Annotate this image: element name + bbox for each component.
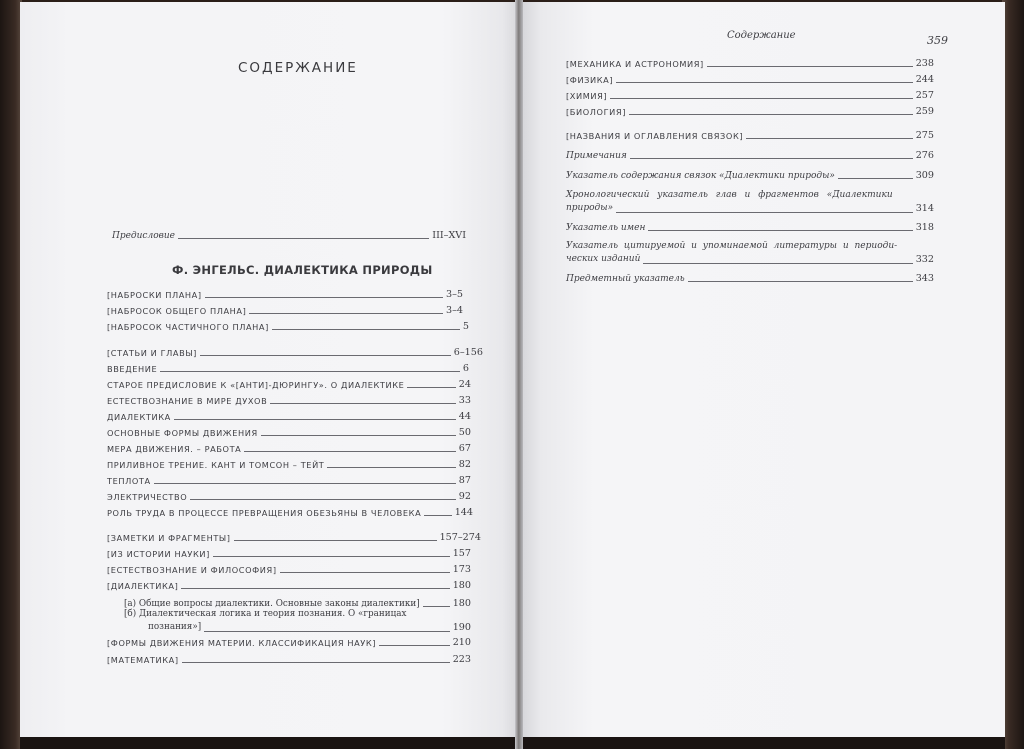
toc-leader xyxy=(200,355,451,356)
toc-entry[interactable] xyxy=(107,321,469,332)
toc-leader xyxy=(154,483,456,484)
toc-entry[interactable] xyxy=(107,564,471,575)
toc-leader xyxy=(181,588,449,589)
toc-entry-page: 244 xyxy=(915,74,934,85)
toc-entry-page: 157–274 xyxy=(439,532,481,543)
toc-entry-title: [НАБРОСКИ ПЛАНА] xyxy=(107,290,202,300)
toc-entry[interactable] xyxy=(566,130,934,141)
toc-entry-title: [МАТЕМАТИКА] xyxy=(107,655,179,665)
toc-entry-page: 6 xyxy=(462,363,469,374)
toc-entry-title: ДИАЛЕКТИКА xyxy=(107,412,171,422)
toc-entry[interactable] xyxy=(107,637,471,648)
toc-entry-title-line1: Хронологический указатель глав и фрагментов «Диалектики xyxy=(566,190,893,200)
toc-leader xyxy=(838,178,913,179)
toc-entry-page: 180 xyxy=(452,598,471,609)
toc-leader xyxy=(270,403,455,404)
toc-entry-page: 92 xyxy=(458,491,471,502)
toc-entry-title: ОСНОВНЫЕ ФОРМЫ ДВИЖЕНИЯ xyxy=(107,428,258,438)
toc-leader xyxy=(610,98,912,99)
toc-leader xyxy=(629,114,913,115)
toc-entry-title: [НАБРОСОК ОБЩЕГО ПЛАНА] xyxy=(107,306,247,316)
toc-entry-notes[interactable] xyxy=(566,150,934,161)
toc-entry-page: 259 xyxy=(915,106,934,117)
book-cover-edge-right xyxy=(1002,0,1024,749)
toc-entry-page: 87 xyxy=(458,475,471,486)
running-head: Содержание xyxy=(727,30,796,41)
toc-entry-page: III–XVI xyxy=(432,230,466,241)
toc-entry[interactable] xyxy=(566,74,934,85)
toc-leader xyxy=(616,212,913,213)
toc-entry-title: МЕРА ДВИЖЕНИЯ. – РАБОТА xyxy=(107,444,242,454)
toc-leader xyxy=(630,158,913,159)
toc-entry-title-line2: природы» xyxy=(566,203,614,213)
toc-leader xyxy=(707,66,913,67)
toc-leader xyxy=(249,313,443,314)
toc-entry-title: ТЕПЛОТА xyxy=(107,476,151,486)
toc-entry-title-line1: Указатель цитируемой и упоминаемой литературы и периоди- xyxy=(566,241,898,251)
toc-entry[interactable] xyxy=(107,379,471,390)
toc-entry-title: ЕСТЕСТВОЗНАНИЕ В МИРЕ ДУХОВ xyxy=(107,396,268,406)
section-title: Ф. ЭНГЕЛЬС. ДИАЛЕКТИКА ПРИРОДЫ xyxy=(172,263,433,277)
toc-entry-page: 50 xyxy=(458,427,471,438)
toc-entry-page: 24 xyxy=(458,379,471,390)
toc-entry-title: [СТАТЬИ И ГЛАВЫ] xyxy=(107,348,197,358)
toc-entry-page: 238 xyxy=(915,58,934,69)
toc-entry-title: [а) Общие вопросы диалектики. Основные законы диалектики] xyxy=(124,599,420,609)
toc-entry-page: 318 xyxy=(915,222,934,233)
toc-entry-page: 144 xyxy=(454,507,473,518)
toc-entry-page: 67 xyxy=(458,443,471,454)
toc-entry-title-line2: познания»] xyxy=(148,622,202,632)
toc-leader xyxy=(204,631,450,632)
book-gutter xyxy=(515,0,523,749)
page-number: 359 xyxy=(927,34,948,47)
toc-entry-title: ПРИЛИВНОЕ ТРЕНИЕ. КАНТ И ТОМСОН – ТЕЙТ xyxy=(107,460,325,470)
toc-entry-subject[interactable] xyxy=(566,273,934,284)
toc-leader xyxy=(688,281,913,282)
book-cover-edge-left xyxy=(0,0,22,749)
toc-entry[interactable] xyxy=(107,347,483,358)
toc-entry-title: [ИЗ ИСТОРИИ НАУКИ] xyxy=(107,549,210,559)
toc-entry-preface[interactable] xyxy=(112,230,466,241)
toc-entry-page: 82 xyxy=(458,459,471,470)
toc-entry-page: 276 xyxy=(915,150,934,161)
toc-entry-page: 180 xyxy=(452,580,471,591)
toc-entry[interactable] xyxy=(566,90,934,101)
toc-leader xyxy=(280,572,450,573)
toc-entry-title: ВВЕДЕНИЕ xyxy=(107,364,158,374)
toc-entry-title-line1: [б) Диалектическая логика и теория познания. О «границах xyxy=(124,609,407,619)
toc-entry-literature[interactable] xyxy=(566,240,934,266)
toc-entry[interactable] xyxy=(566,58,934,69)
toc-entry[interactable] xyxy=(107,289,463,300)
toc-entry-page: 44 xyxy=(458,411,471,422)
toc-entry[interactable] xyxy=(107,580,471,591)
toc-leader xyxy=(272,329,460,330)
contents-heading: СОДЕРЖАНИЕ xyxy=(238,60,358,76)
toc-leader xyxy=(407,387,455,388)
toc-entry-title: [МЕХАНИКА И АСТРОНОМИЯ] xyxy=(566,59,704,69)
toc-leader xyxy=(648,230,912,231)
toc-leader xyxy=(160,371,460,372)
toc-leader xyxy=(327,467,455,468)
toc-entry-page: 314 xyxy=(915,203,934,214)
toc-leader xyxy=(424,515,451,516)
toc-entry-page: 275 xyxy=(915,130,934,141)
toc-entry-page: 309 xyxy=(915,170,934,181)
toc-entry-page: 173 xyxy=(452,564,471,575)
toc-entry-names[interactable] xyxy=(566,222,934,233)
toc-entry-title: [ХИМИЯ] xyxy=(566,91,608,101)
toc-entry[interactable] xyxy=(107,427,471,438)
toc-leader xyxy=(643,263,912,264)
toc-entry-page: 3–5 xyxy=(445,289,463,300)
toc-entry[interactable] xyxy=(107,491,471,502)
toc-entry[interactable] xyxy=(107,411,471,422)
toc-entry[interactable] xyxy=(107,654,471,665)
toc-leader xyxy=(616,82,913,83)
toc-leader xyxy=(423,606,450,607)
toc-leader xyxy=(379,645,450,646)
toc-entry-page: 33 xyxy=(458,395,471,406)
toc-entry-title: [ФИЗИКА] xyxy=(566,75,614,85)
toc-entry-page: 5 xyxy=(462,321,469,332)
toc-leader xyxy=(244,451,455,452)
toc-entry[interactable] xyxy=(107,507,473,518)
toc-entry[interactable] xyxy=(566,106,934,117)
toc-entry-page: 343 xyxy=(915,273,934,284)
toc-entry[interactable] xyxy=(107,443,471,454)
toc-entry-title-line2: ческих изданий xyxy=(566,254,641,264)
toc-leader xyxy=(234,540,437,541)
toc-entry-title: СТАРОЕ ПРЕДИСЛОВИЕ К «[АНТИ]-ДЮРИНГУ». О ДИАЛЕКТИКЕ xyxy=(107,380,405,390)
toc-leader xyxy=(746,138,913,139)
toc-leader xyxy=(261,435,456,436)
toc-entry-title: [ДИАЛЕКТИКА] xyxy=(107,581,179,591)
toc-entry-title: Предисловие xyxy=(112,231,175,241)
toc-entry-page: 157 xyxy=(452,548,471,559)
book-bottom-edge xyxy=(20,735,1005,749)
toc-entry-title: Предметный указатель xyxy=(566,274,685,284)
toc-entry-page: 6–156 xyxy=(453,347,483,358)
toc-entry-title: Примечания xyxy=(566,151,627,161)
toc-entry-title: [ЕСТЕСТВОЗНАНИЕ И ФИЛОСОФИЯ] xyxy=(107,565,277,575)
toc-entry-page: 3–4 xyxy=(445,305,463,316)
toc-entry[interactable] xyxy=(107,363,469,374)
toc-leader xyxy=(205,297,443,298)
toc-entry[interactable] xyxy=(107,459,471,470)
toc-entry-page: 332 xyxy=(915,254,934,265)
toc-entry-title: Указатель содержания связок «Диалектики природы» xyxy=(566,171,835,181)
toc-entry-page: 190 xyxy=(452,622,471,633)
toc-leader xyxy=(178,238,429,239)
toc-entry-chronology[interactable] xyxy=(566,189,934,215)
toc-entry[interactable] xyxy=(107,548,471,559)
toc-entry-title: [ЗАМЕТКИ И ФРАГМЕНТЫ] xyxy=(107,533,231,543)
toc-leader xyxy=(174,419,456,420)
toc-entry[interactable] xyxy=(107,532,481,543)
toc-leader xyxy=(213,556,450,557)
toc-entry-title: Указатель имен xyxy=(566,223,646,233)
toc-entry-title: РОЛЬ ТРУДА В ПРОЦЕССЕ ПРЕВРАЩЕНИЯ ОБЕЗЬЯНЫ В ЧЕЛОВЕКА xyxy=(107,508,422,518)
toc-entry-page: 210 xyxy=(452,637,471,648)
toc-entry[interactable] xyxy=(107,395,471,406)
toc-entry[interactable] xyxy=(107,475,471,486)
toc-entry-title: [БИОЛОГИЯ] xyxy=(566,107,626,117)
toc-entry-index-contents[interactable] xyxy=(566,170,934,181)
toc-entry-title: [ФОРМЫ ДВИЖЕНИЯ МАТЕРИИ. КЛАССИФИКАЦИЯ НАУК] xyxy=(107,638,377,648)
toc-entry-page: 257 xyxy=(915,90,934,101)
toc-entry-page: 223 xyxy=(452,654,471,665)
toc-entry-title: ЭЛЕКТРИЧЕСТВО xyxy=(107,492,188,502)
toc-entry-title: [НАБРОСОК ЧАСТИЧНОГО ПЛАНА] xyxy=(107,322,269,332)
toc-leader xyxy=(190,499,455,500)
toc-entry-title: [НАЗВАНИЯ И ОГЛАВЛЕНИЯ СВЯЗОК] xyxy=(566,131,744,141)
toc-subentry-b[interactable] xyxy=(124,608,471,634)
toc-leader xyxy=(182,662,450,663)
toc-entry[interactable] xyxy=(107,305,463,316)
